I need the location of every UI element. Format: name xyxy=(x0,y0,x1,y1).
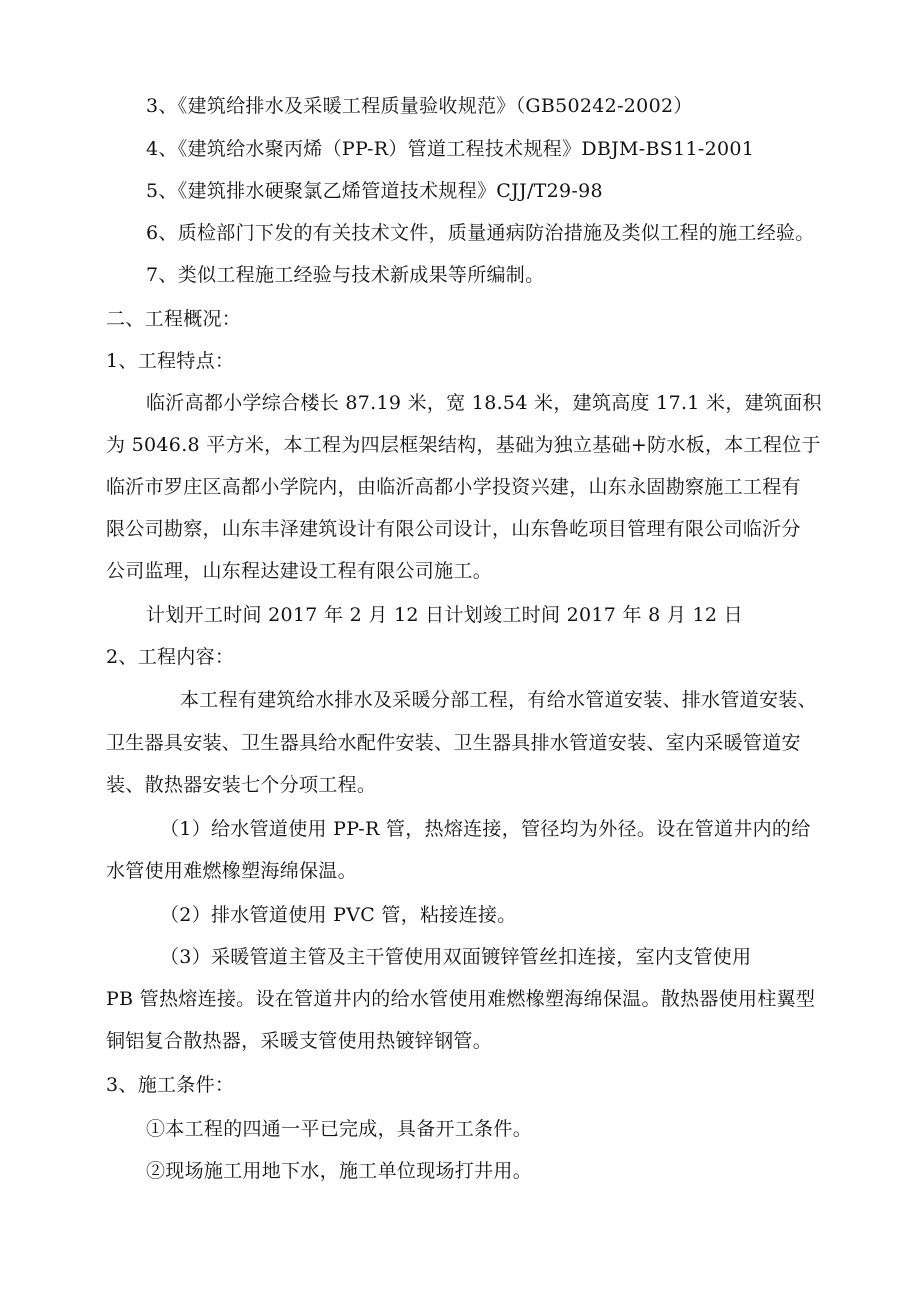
item-2-line: （2）排水管道使用 PVC 管，粘接连接。 xyxy=(160,904,517,926)
features-line-3: 临沂市罗庄区高都小学院内，由临沂高都小学投资兴建，山东永固勘察施工工程有 xyxy=(106,476,801,498)
content-line-1: 本工程有建筑给水排水及采暖分部工程，有给水管道安装、排水管道安装、 xyxy=(180,689,817,711)
item-3-line-2: PB 管热熔连接。设在管道井内的给水管使用难燃橡塑海绵保温。散热器使用柱翼型 xyxy=(106,988,816,1010)
features-line-4: 限公司勘察，山东丰泽建筑设计有限公司设计，山东鲁屹项目管理有限公司临沂分 xyxy=(106,518,801,540)
section-heading-overview: 二、工程概况： xyxy=(106,308,242,330)
item-3-line-3: 铜铝复合散热器，采暖支管使用热镀锌钢管。 xyxy=(106,1030,493,1052)
reference-7: 7、类似工程施工经验与技术新成果等所编制。 xyxy=(146,264,545,286)
subheading-content: 2、工程内容： xyxy=(106,646,235,668)
reference-4: 4、《建筑给水聚丙烯（PP-R）管道工程技术规程》DBJM-BS11-2001 xyxy=(146,138,755,160)
subheading-conditions: 3、施工条件： xyxy=(106,1074,235,1096)
item-3-line-1: （3）采暖管道主管及主干管使用双面镀锌管丝扣连接，室内支管使用 xyxy=(160,946,752,968)
features-line-1: 临沂高都小学综合楼长 87.19 米，宽 18.54 米，建筑高度 17.1 米，建筑面积 xyxy=(146,392,822,414)
reference-3: 3、《建筑给排水及采暖工程质量验收规范》（GB50242-2002） xyxy=(146,95,693,117)
features-line-5: 公司监理，山东程达建设工程有限公司施工。 xyxy=(106,560,493,582)
condition-2: ②现场施工用地下水，施工单位现场打井用。 xyxy=(146,1160,533,1182)
schedule-text: 计划开工时间 2017 年 2 月 12 日计划竣工时间 2017 年 8 月 12 日 xyxy=(146,604,743,626)
features-line-2: 为 5046.8 平方米，本工程为四层框架结构，基础为独立基础+防水板，本工程位于 xyxy=(106,434,821,456)
item-1-line-2: 水管使用难燃橡塑海绵保温。 xyxy=(106,860,357,882)
reference-5: 5、《建筑排水硬聚氯乙烯管道技术规程》CJJ/T29-98 xyxy=(146,180,603,202)
reference-6: 6、质检部门下发的有关技术文件，质量通病防治措施及类似工程的施工经验。 xyxy=(146,222,815,244)
content-line-2: 卫生器具安装、卫生器具给水配件安装、卫生器具排水管道安装、室内采暖管道安 xyxy=(106,732,801,754)
item-1-line-1: （1）给水管道使用 PP-R 管，热熔连接，管径均为外径。设在管道井内的给 xyxy=(160,818,811,840)
content-line-3: 装、散热器安装七个分项工程。 xyxy=(106,774,377,796)
condition-1: ①本工程的四通一平已完成，具备开工条件。 xyxy=(146,1118,533,1140)
subheading-features: 1、工程特点： xyxy=(106,350,235,372)
